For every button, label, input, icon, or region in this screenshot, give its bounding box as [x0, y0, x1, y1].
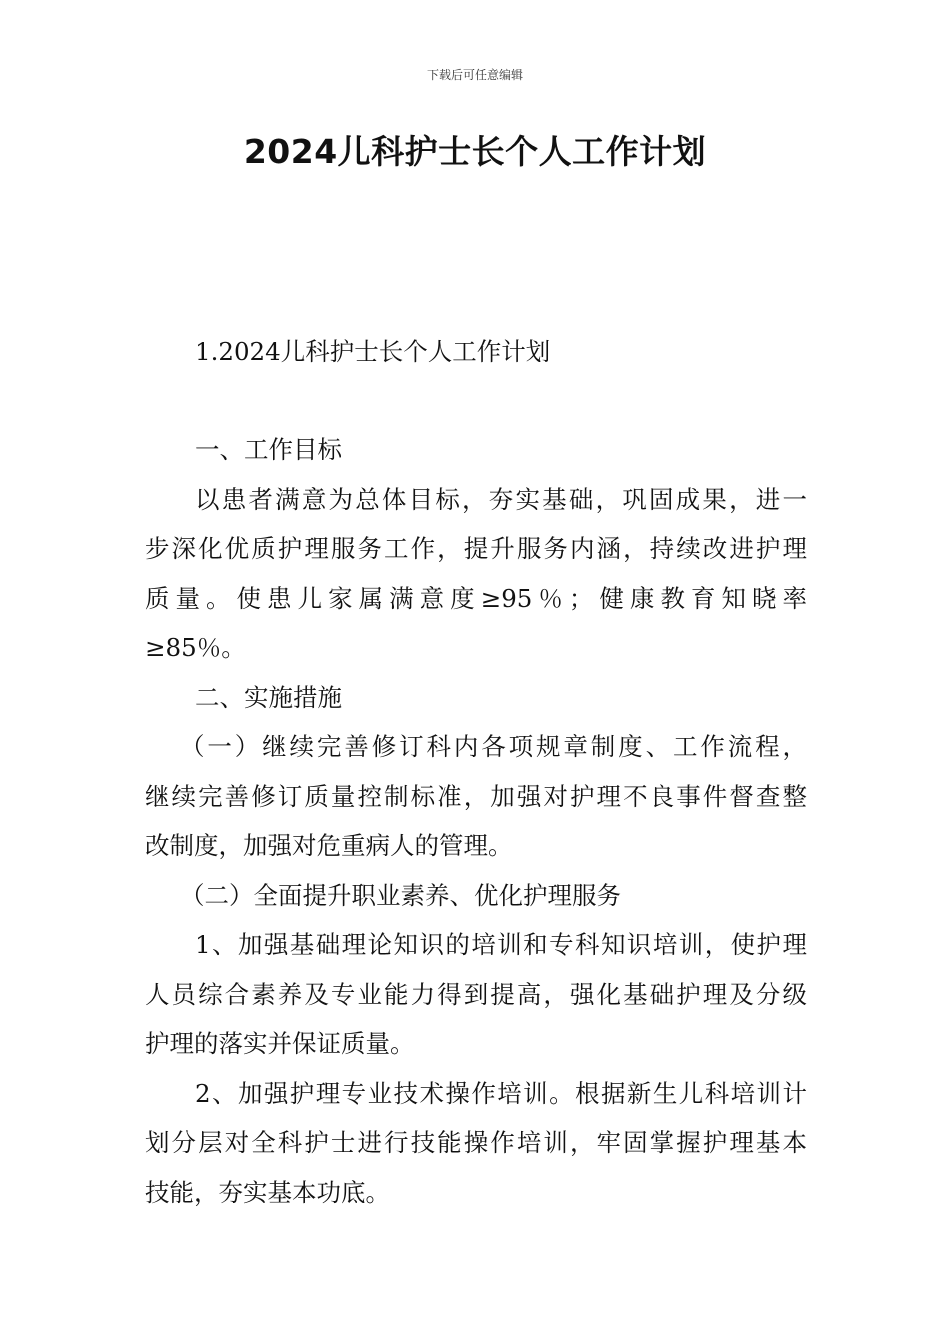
- paragraph-line: 继续完善修订质量控制标准，加强对护理不良事件督查整: [145, 781, 807, 811]
- section-heading-goals: 一、工作目标: [195, 435, 342, 464]
- paragraph-line: 人员综合素养及专业能力得到提高，强化基础护理及分级: [145, 979, 807, 1009]
- paragraph-point-2: [145, 1069, 807, 1218]
- paragraph-line: 2、加强护理专业技术操作培训。根据新生儿科培训计: [195, 1078, 807, 1108]
- paragraph-line: ≥85％。: [145, 633, 246, 662]
- paragraph-line: 以患者满意为总体目标，夯实基础，巩固成果，进一: [195, 484, 807, 514]
- section-heading-measures: 二、实施措施: [195, 682, 342, 712]
- paragraph-line: 1、加强基础理论知识的培训和专科知识培训，使护理: [195, 930, 807, 959]
- paragraph-line: 护理的落实并保证质量。: [145, 1029, 415, 1058]
- paragraph-measure-1: [145, 722, 807, 871]
- header-note: 下载后可任意编辑: [426, 68, 523, 82]
- paragraph-line: （一）继续完善修订科内各项规章制度、工作流程，: [180, 732, 807, 761]
- plan-subtitle-text: 1.2024儿科护士长个人工作计划: [195, 337, 551, 366]
- paragraph-line: 改制度，加强对危重病人的管理。: [145, 831, 513, 860]
- paragraph-point-1: [145, 920, 807, 1069]
- paragraph-line: 步深化优质护理服务工作，提升服务内涵，持续改进护理: [145, 534, 807, 563]
- document-title: 2024儿科护士长个人工作计划: [243, 132, 707, 171]
- plan-subtitle: [145, 327, 807, 377]
- paragraph-goals: [145, 475, 807, 673]
- subsection-heading-professionalism: （二）全面提升职业素养、优化护理服务: [180, 880, 621, 910]
- document-body: [145, 425, 807, 1217]
- paragraph-line: 划分层对全科护士进行技能操作培训，牢固掌握护理基本: [145, 1128, 807, 1157]
- paragraph-line: 技能，夯实基本功底。: [145, 1177, 390, 1207]
- paragraph-line: 质量。使患儿家属满意度≥95％；健康教育知晓率: [145, 583, 807, 613]
